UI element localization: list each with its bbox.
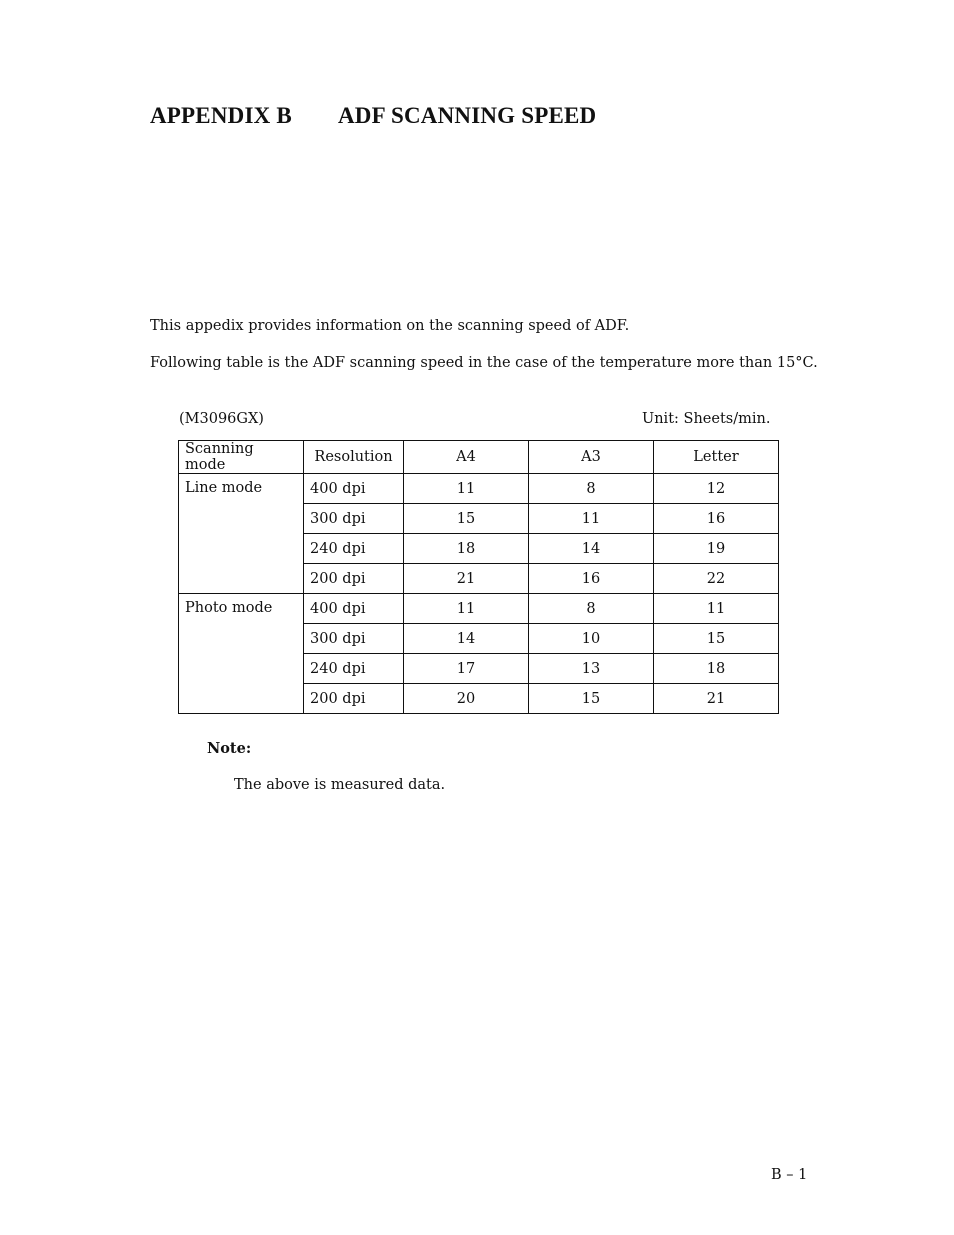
note-label: Note:	[207, 740, 252, 757]
letter-cell: 19	[654, 534, 779, 564]
a3-cell: 8	[529, 594, 654, 624]
intro-paragraph-1: This appedix provides information on the scanning speed of ADF.	[150, 318, 630, 334]
page-number: B – 1	[771, 1167, 808, 1183]
resolution-cell: 300 dpi	[304, 624, 404, 654]
a4-cell: 15	[404, 504, 529, 534]
resolution-cell: 240 dpi	[304, 654, 404, 684]
letter-cell: 16	[654, 504, 779, 534]
a3-cell: 16	[529, 564, 654, 594]
resolution-cell: 400 dpi	[304, 474, 404, 504]
header-resolution: Resolution	[304, 441, 404, 474]
header-a4: A4	[404, 441, 529, 474]
a3-cell: 8	[529, 474, 654, 504]
intro-paragraph-2: Following table is the ADF scanning speed in the case of the temperature more than 15°C.	[150, 355, 818, 371]
resolution-cell: 300 dpi	[304, 504, 404, 534]
model-caption: (M3096GX)	[179, 411, 264, 427]
letter-cell: 11	[654, 594, 779, 624]
a3-cell: 14	[529, 534, 654, 564]
resolution-cell: 240 dpi	[304, 534, 404, 564]
table-row	[179, 594, 779, 624]
resolution-cell: 200 dpi	[304, 684, 404, 714]
letter-cell: 18	[654, 654, 779, 684]
a4-cell: 14	[404, 624, 529, 654]
letter-cell: 21	[654, 684, 779, 714]
a4-cell: 11	[404, 474, 529, 504]
a3-cell: 10	[529, 624, 654, 654]
a4-cell: 17	[404, 654, 529, 684]
a4-cell: 21	[404, 564, 529, 594]
a3-cell: 13	[529, 654, 654, 684]
table-row	[179, 474, 779, 504]
unit-caption: Unit: Sheets/min.	[642, 411, 771, 427]
letter-cell: 22	[654, 564, 779, 594]
appendix-title: ADF SCANNING SPEED	[338, 103, 597, 128]
header-scanning-mode: Scanning mode	[179, 441, 304, 474]
a3-cell: 15	[529, 684, 654, 714]
a3-cell: 11	[529, 504, 654, 534]
resolution-cell: 400 dpi	[304, 594, 404, 624]
mode-cell: Photo mode	[179, 594, 304, 714]
a4-cell: 11	[404, 594, 529, 624]
note-text: The above is measured data.	[234, 777, 446, 793]
appendix-number: APPENDIX B	[150, 103, 292, 128]
letter-cell: 12	[654, 474, 779, 504]
letter-cell: 15	[654, 624, 779, 654]
table-header-row	[179, 441, 779, 474]
header-a3: A3	[529, 441, 654, 474]
header-letter: Letter	[654, 441, 779, 474]
resolution-cell: 200 dpi	[304, 564, 404, 594]
a4-cell: 18	[404, 534, 529, 564]
appendix-heading	[150, 103, 596, 129]
a4-cell: 20	[404, 684, 529, 714]
mode-cell: Line mode	[179, 474, 304, 594]
scanning-speed-table	[178, 440, 779, 714]
